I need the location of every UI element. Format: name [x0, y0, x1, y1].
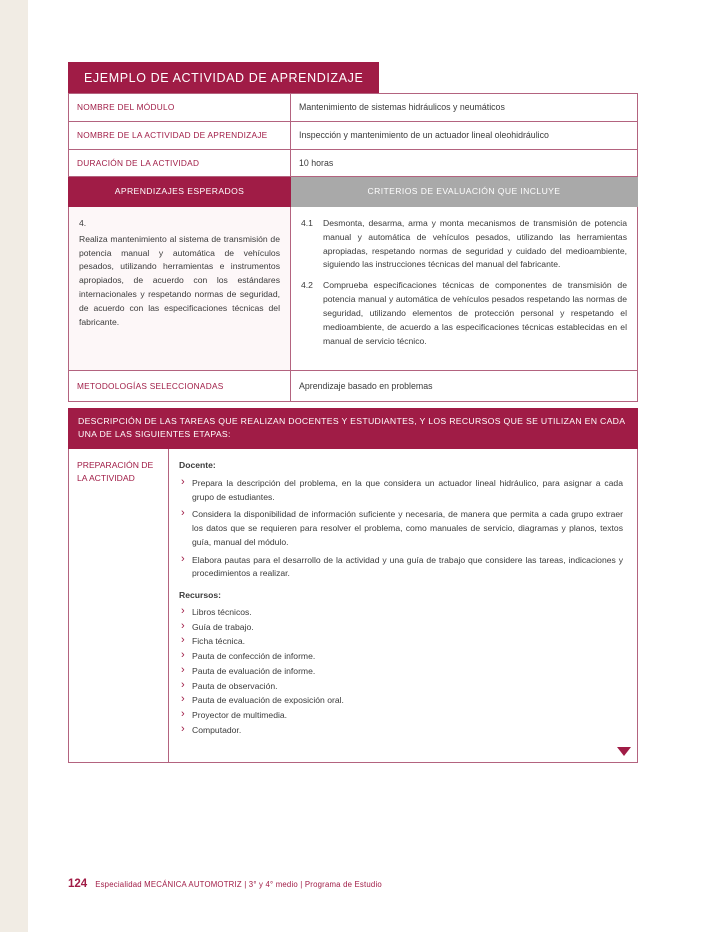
learning-number: 4.: [79, 217, 87, 228]
stage-body: [169, 449, 638, 763]
criteria-cell: [291, 206, 638, 370]
list-item: › Pauta de evaluación de informe.: [179, 665, 623, 679]
activity-value: Inspección y mantenimiento de un actuador lineal oleohidráulico: [291, 121, 638, 149]
table-row-band: [69, 177, 638, 206]
list-item: › Pauta de evaluación de exposición oral.: [179, 694, 623, 708]
criteria-number: 4.1: [301, 217, 313, 228]
duration-value: 10 horas: [291, 149, 638, 177]
list-item: › Proyector de multimedia.: [179, 709, 623, 723]
footer-text: Especialidad MECÁNICA AUTOMOTRIZ | 3° y 4° medio | Programa de Estudio: [95, 880, 382, 889]
criteria-item: [301, 279, 627, 349]
stage-label: PREPARACIÓN DE LA ACTIVIDAD: [69, 449, 169, 763]
document-content: [68, 62, 638, 763]
description-table: [68, 408, 638, 763]
criteria-text: Comprueba especificaciones técnicas de componentes de transmisión de potencia manual y automática de vehículos pesados respetando las normas de seguridad, utilizando elementos de protección personal y respetando el medioambiente, de acuerdo a las especificaciones técnicas establecidas en el manual de servicio técnico.: [323, 280, 627, 347]
methodology-label: METODOLOGÍAS SELECCIONADAS: [69, 371, 291, 402]
list-item: › Ficha técnica.: [179, 635, 623, 649]
table-row-duration: [69, 149, 638, 177]
decorative-left-bar: [0, 0, 28, 932]
duration-label: DURACIÓN DE LA ACTIVIDAD: [69, 149, 291, 177]
module-label: NOMBRE DEL MÓDULO: [69, 94, 291, 122]
table-row-methodology: [69, 371, 638, 402]
list-item: › Elabora pautas para el desarrollo de la actividad y una guía de trabajo que considere las tareas, indicaciones y procedimientos a realizar.: [179, 554, 623, 582]
list-item: › Guía de trabajo.: [179, 621, 623, 635]
evaluation-criteria-header: CRITERIOS DE EVALUACIÓN QUE INCLUYE: [291, 177, 638, 206]
triangle-down-icon: [617, 747, 631, 756]
criteria-item: [301, 217, 627, 273]
list-item: › Considera la disponibilidad de información suficiente y necesaria, de manera que permita a cada grupo extraer los datos que se requieren para resolver el problema, como manuales de servicio, diagramas y planos, textos guía, manual del módulo.: [179, 508, 623, 549]
activity-info-table: [68, 93, 638, 402]
list-item: › Prepara la descripción del problema, en la que considera un actuador lineal hidráulico, para asignar a cada grupo de estudiantes.: [179, 477, 623, 505]
resources-title: Recursos:: [179, 590, 222, 601]
learning-text: Realiza mantenimiento al sistema de transmisión de potencia manual y automática de vehículos pesados, utilizando herramientas e instrumentos apropiados, de acuerdo con los estándares internacionales y respetando normas de seguridad, de acuerdo con las especificaciones técnicas del fabricante.: [79, 233, 280, 328]
page-footer: [68, 878, 382, 890]
page-number: 124: [68, 878, 88, 890]
table-row-description-band: [69, 409, 638, 449]
list-item: › Pauta de confección de informe.: [179, 650, 623, 664]
table-row-module: [69, 94, 638, 122]
teacher-tasks-list: [179, 477, 623, 581]
activity-label: NOMBRE DE LA ACTIVIDAD DE APRENDIZAJE: [69, 121, 291, 149]
list-item: › Computador.: [179, 724, 623, 738]
resources-list: [179, 606, 623, 738]
table-row-activity: [69, 121, 638, 149]
description-band: DESCRIPCIÓN DE LAS TAREAS QUE REALIZAN DOCENTES Y ESTUDIANTES, Y LOS RECURSOS QUE SE UTILIZAN EN CADA UNA DE LAS SIGUIENTES ETAPAS:: [69, 409, 638, 449]
module-value: Mantenimiento de sistemas hidráulicos y neumáticos: [291, 94, 638, 122]
list-item: › Pauta de observación.: [179, 680, 623, 694]
criteria-number: 4.2: [301, 280, 313, 291]
page-title: EJEMPLO DE ACTIVIDAD DE APRENDIZAJE: [68, 62, 379, 93]
role-title: Docente:: [179, 460, 216, 471]
table-row-learning-criteria: [69, 206, 638, 370]
expected-learning-cell: [69, 206, 291, 370]
methodology-value: Aprendizaje basado en problemas: [291, 371, 638, 402]
expected-learning-header: APRENDIZAJES ESPERADOS: [69, 177, 291, 206]
criteria-text: Desmonta, desarma, arma y monta mecanismos de transmisión de potencia manual y automática de vehículos pesados, utilizando las herramientas apropiadas, respetando normas de seguridad y cuidado del medioambiente, siguiendo las instrucciones técnicas del manual del fabricante.: [323, 217, 627, 270]
list-item: › Libros técnicos.: [179, 606, 623, 620]
table-row-stage: [69, 449, 638, 763]
